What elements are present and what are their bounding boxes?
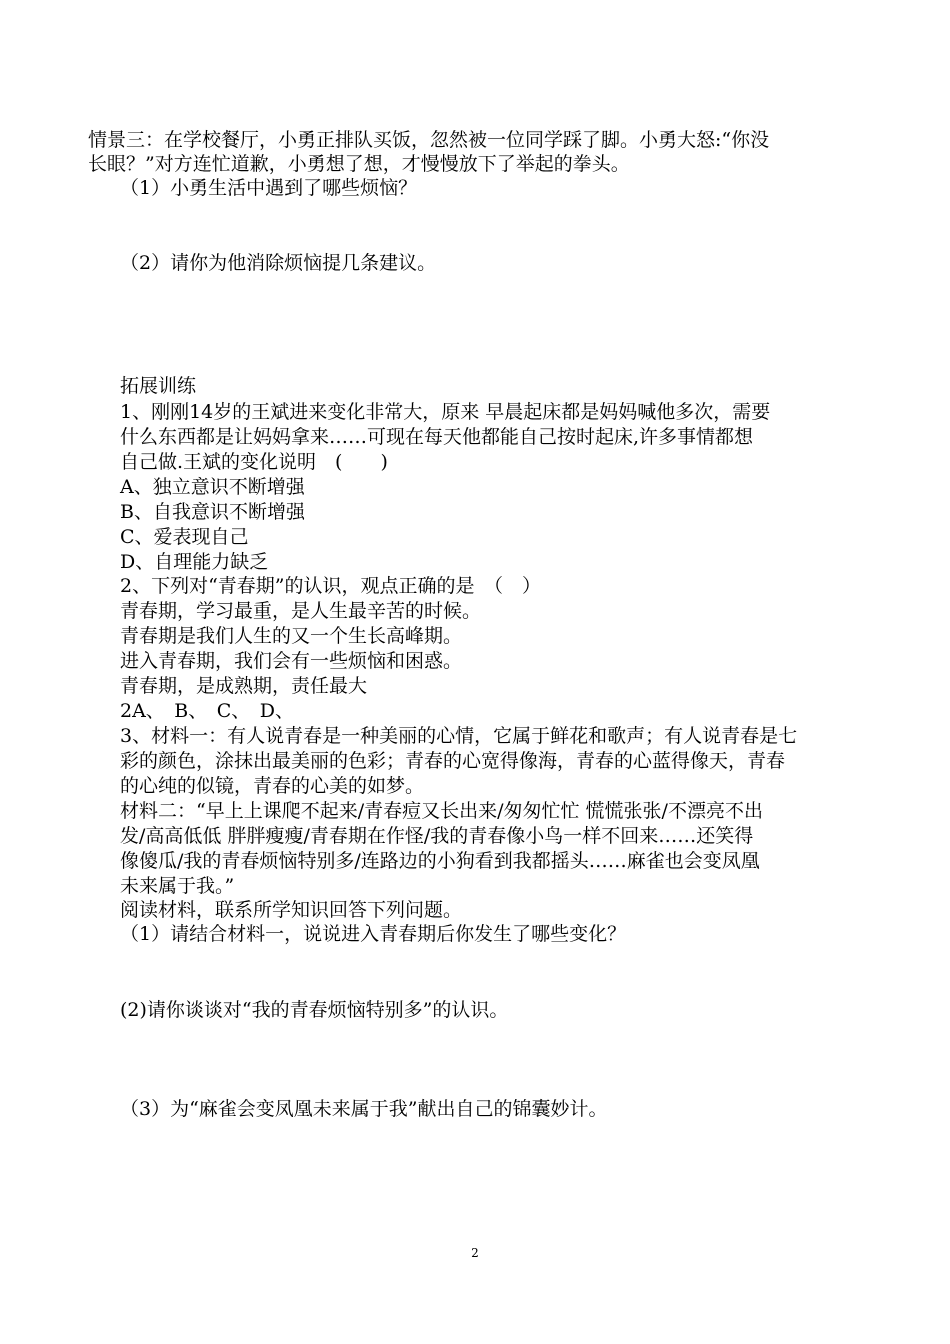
q3-material2-line-1: 材料二：“早上上课爬不起来/青春痘又长出来/匆匆忙忙 慌慌张张/不漂亮不出: [120, 800, 763, 822]
q3-sub-question-2: (2)请你谈谈对“我的青春烦恼特别多”的认识。: [120, 999, 509, 1021]
q1-stem-line-1: 1、刚刚14岁的王斌进来变化非常大，原来 早晨起床都是妈妈喊他多次，需要: [120, 401, 771, 423]
q3-material1-line-1: 3、材料一：有人说青春是一种美丽的心情，它属于鲜花和歌声；有人说青春是七: [120, 725, 798, 747]
q3-instruction: 阅读材料，联系所学知识回答下列问题。: [120, 899, 463, 921]
q1-stem-line-3: 自己做.王斌的变化说明 ( ): [120, 451, 388, 473]
q2-answer-row: 2A、 B、 C、 D、: [120, 700, 295, 722]
q1-option-a: A、独立意识不断增强: [120, 476, 305, 498]
scenario3-question-2: （2）请你为他消除烦恼提几条建议。: [120, 252, 437, 274]
scenario3-question-1: （1）小勇生活中遇到了哪些烦恼？: [120, 177, 418, 199]
q3-sub-question-1: （1）请结合材料一，说说进入青春期后你发生了哪些变化？: [120, 923, 627, 945]
q3-material2-line-4: 未来属于我。”: [120, 875, 235, 897]
q3-material1-line-3: 的心纯的似镜，青春的心美的如梦。: [120, 775, 425, 797]
q1-option-d: D、自理能力缺乏: [120, 551, 269, 573]
scenario3-line-1: 情景三：在学校餐厅，小勇正排队买饭，忽然被一位同学踩了脚。小勇大怒:“你没: [88, 129, 770, 151]
section-heading: 拓展训练: [120, 375, 197, 397]
scenario3-line-2: 长眼？”对方连忙道歉，小勇想了想，才慢慢放下了举起的拳头。: [88, 153, 630, 175]
q2-stem: 2、下列对“青春期”的认识，观点正确的是 （ ）: [120, 575, 542, 597]
q2-option-2: 青春期是我们人生的又一个生长高峰期。: [120, 625, 463, 647]
q2-option-3: 进入青春期，我们会有一些烦恼和困惑。: [120, 650, 463, 672]
q2-option-1: 青春期，学习最重，是人生最辛苦的时候。: [120, 600, 482, 622]
q3-material2-line-3: 像傻瓜/我的青春烦恼特别多/连路边的小狗看到我都摇头……麻雀也会变凤凰: [120, 850, 760, 872]
page-number: 2: [471, 1246, 479, 1260]
q3-material1-line-2: 彩的颜色，涂抹出最美丽的色彩；青春的心宽得像海，青春的心蓝得像天，青春: [120, 750, 786, 772]
q1-stem-line-2: 什么东西都是让妈妈拿来……可现在每天他都能自己按时起床,许多事情都想: [120, 426, 754, 448]
q3-sub-question-3: （3）为“麻雀会变凤凰未来属于我”献出自己的锦囊妙计。: [120, 1098, 608, 1120]
q3-material2-line-2: 发/高高低低 胖胖瘦瘦/青春期在作怪/我的青春像小鸟一样不回来……还笑得: [120, 825, 754, 847]
q1-option-b: B、自我意识不断增强: [120, 501, 305, 523]
q1-option-c: C、爱表现自己: [120, 526, 249, 548]
q2-option-4: 青春期，是成熟期，责任最大: [120, 675, 368, 697]
